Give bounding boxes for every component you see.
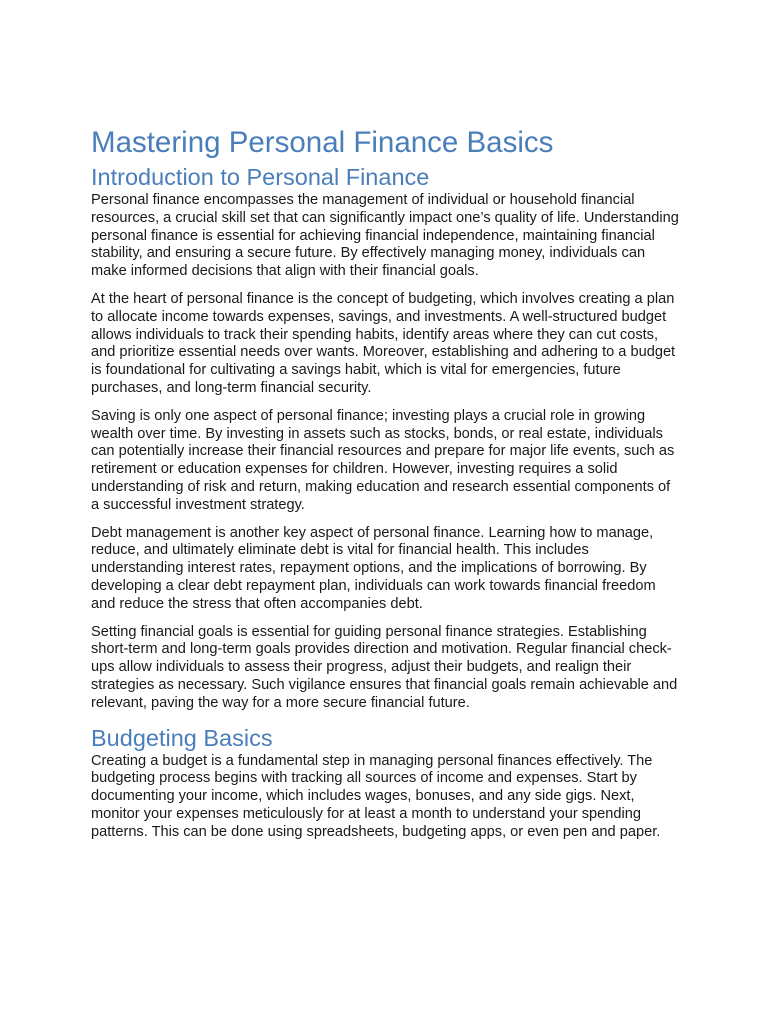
intro-paragraph-4: Debt management is another key aspect of personal finance. Learning how to manage, reduce, and ultimately eliminate debt is vital for financial health. This includes understanding interest rates, repayment options, and the implications of borrowing. By developing a clear debt repayment plan, individuals can work towards financial freedom and reduce the stress that often accompanies debt. bbox=[91, 524, 656, 612]
intro-paragraph-5: Setting financial goals is essential for guiding personal finance strategies. Establishing short-term and long-term goals provides direction and motivation. Regular financial check-ups allow individuals to assess their progress, adjust their budgets, and realign their strategies as necessary. Such vigilance ensures that financial goals remain achievable and relevant, paving the way for a more secure financial future. bbox=[91, 623, 678, 711]
intro-paragraph-3: Saving is only one aspect of personal finance; investing plays a crucial role in growing wealth over time. By investing in assets such as stocks, bonds, or real estate, individuals can potentially increase their financial resources and prepare for major life events, such as retirement or education expenses for children. However, investing requires a solid understanding of risk and return, making education and research essential components of a successful investment strategy. bbox=[91, 407, 675, 513]
intro-paragraph-1: Personal finance encompasses the management of individual or household financial resources, a crucial skill set that can significantly impact one’s quality of life. Understanding personal finance is essential for achieving financial independence, maintaining financial stability, and ensuring a secure future. By effectively managing money, individuals can make informed decisions that align with their financial goals. bbox=[91, 192, 679, 280]
section-heading-introduction: Introduction to Personal Finance bbox=[91, 164, 430, 190]
section-heading-budgeting: Budgeting Basics bbox=[91, 724, 273, 751]
intro-paragraph-2: At the heart of personal finance is the concept of budgeting, which involves creating a plan to allocate income towards expenses, savings, and investments. A well-structured budget allows individuals to track their spending habits, identify areas where they can cut costs, and prioritize essential needs over wants. Moreover, establishing and adhering to a budget is foundational for cultivating a savings habit, which is vital for emergencies, future purchases, and long-term financial security. bbox=[91, 290, 676, 396]
document-title: Mastering Personal Finance Basics bbox=[91, 126, 554, 159]
document-page bbox=[91, 124, 681, 852]
budgeting-paragraph-1: Creating a budget is a fundamental step in managing personal finances effectively. The budgeting process begins with tracking all sources of income and expenses. Start by documenting your income, which includes wages, bonuses, and any side gigs. Next, monitor your expenses meticulously for at least a month to understand your spending patterns. This can be done using spreadsheets, budgeting apps, or even pen and paper. bbox=[91, 752, 661, 840]
